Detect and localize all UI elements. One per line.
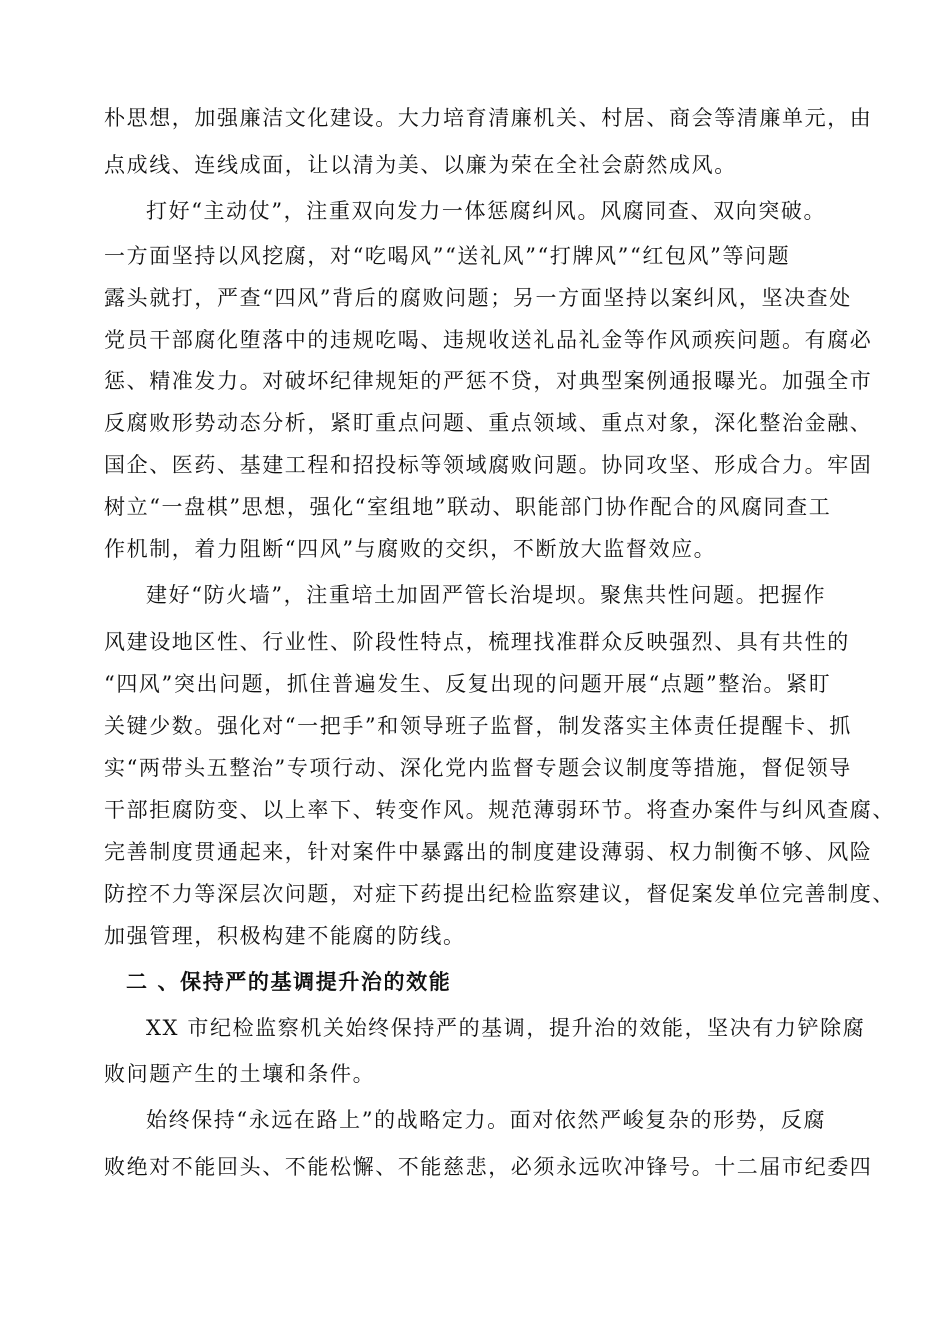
text-line: “四风”突出问题，抓住普遍发生、反复出现的问题开展“点题”整治。紧盯	[104, 672, 832, 696]
text-line: 作机制，着力阻断“四风”与腐败的交织，不断放大监督效应。	[104, 537, 717, 561]
text-line: 败绝对不能回头、不能松懈、不能慈悲，必须永远吹冲锋号。十二届市纪委四	[104, 1155, 873, 1179]
text-line: 关键少数。强化对“一把手”和领导班子监督，制发落实主体责任提醒卡、抓	[104, 714, 852, 738]
text-line: 反腐败形势动态分析，紧盯重点问题、重点领域、重点对象，深化整治金融、	[104, 411, 873, 435]
text-line: 国企、医药、基建工程和招投标等领域腐败问题。协同攻坚、形成合力。牢固	[104, 453, 873, 477]
text-line: 朴思想，加强廉洁文化建设。大力培育清廉机关、村居、商会等清廉单元，由	[104, 106, 873, 130]
paragraph-first-line: 打好“主动仗”，注重双向发力一体惩腐纠风。风腐同查、双向突破。	[146, 199, 827, 223]
text-line: 露头就打，严查“四风”背后的腐败问题；另一方面坚持以案纠风，坚决查处	[104, 286, 852, 310]
text-line: 加强管理，积极构建不能腐的防线。	[104, 924, 466, 948]
text-line: 实“两带头五整治”专项行动、深化党内监督专题会议制度等措施，督促领导	[104, 756, 852, 780]
text-line: 干部拒腐防变、以上率下、转变作风。规范薄弱环节。将查办案件与纠风查腐、	[104, 798, 895, 822]
text-line: 党员干部腐化堕落中的违规吃喝、违规收送礼品礼金等作风顽疾问题。有腐必	[104, 328, 873, 352]
text-line: 完善制度贯通起来，针对案件中暴露出的制度建设薄弱、权力制衡不够、风险	[104, 840, 873, 864]
paragraph-first-line: 建好“防火墙”，注重培土加固严管长治堤坝。聚焦共性问题。把握作	[146, 583, 827, 607]
text-line: 防控不力等深层次问题，对症下药提出纪检监察建议，督促案发单位完善制度、	[104, 882, 895, 906]
text-line: 树立“一盘棋”思想，强化“室组地”联动、职能部门协作配合的风腐同查工	[104, 495, 832, 519]
text-line: 风建设地区性、行业性、阶段性特点，梳理找准群众反映强烈、具有共性的	[104, 630, 850, 654]
text-line: 一方面坚持以风挖腐，对“吃喝风”“送礼风”“打牌风”“红包风”等问题	[104, 244, 791, 268]
text-line: 惩、精准发力。对破坏纪律规矩的严惩不贷，对典型案例通报曝光。加强全市	[104, 369, 873, 393]
section-heading: 二 、保持严的基调提升治的效能	[126, 970, 452, 994]
text-line: 败问题产生的土壤和条件。	[104, 1062, 376, 1086]
text-line: 点成线、连线成面，让以清为美、以廉为荣在全社会蔚然成风。	[104, 153, 737, 177]
paragraph-first-line: 始终保持“永远在路上”的战略定力。面对依然严峻复杂的形势，反腐	[146, 1108, 827, 1132]
paragraph-first-line: XX 市纪检监察机关始终保持严的基调，提升治的效能，坚决有力铲除腐	[146, 1016, 866, 1040]
